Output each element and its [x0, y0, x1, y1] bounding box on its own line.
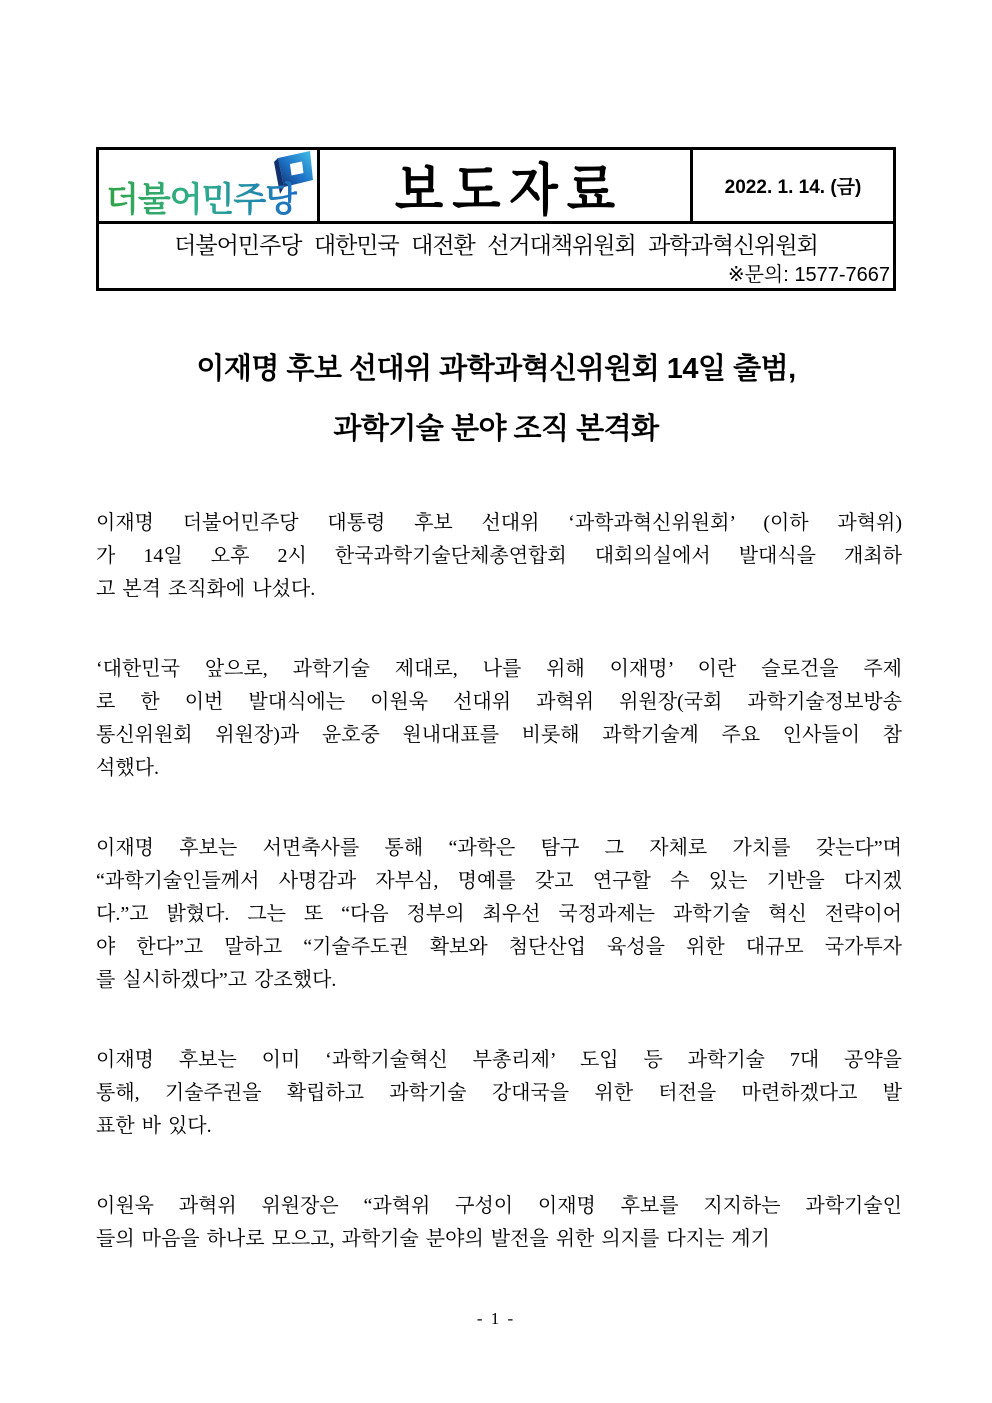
page-title-line-2: 과학기술 분야 조직 본격화 — [333, 413, 659, 445]
body-line: 를 실시하겠다”고 강조했다. — [96, 969, 337, 991]
paragraph — [96, 1190, 902, 1256]
paragraph — [96, 653, 902, 785]
body-line: 이재명 더불어민주당 대통령 후보 선대위 ‘과학과혁신위원회’ (이하 과혁위) — [96, 512, 902, 534]
doc-date: 2022. 1. 14. (금) — [724, 177, 862, 198]
body-line: 통신위원회 위원장)과 윤호중 원내대표를 비롯해 과학기술계 주요 인사들이 참 — [96, 724, 902, 746]
body-line: 이원욱 과혁위 위원장은 “과혁위 구성이 이재명 후보를 지지하는 과학기술인 — [96, 1195, 902, 1217]
body-line: 석했다. — [96, 757, 159, 779]
body-line: 표한 바 있다. — [96, 1115, 212, 1137]
doc-date-cell — [693, 150, 893, 221]
header-bottom-row — [99, 227, 893, 291]
paragraph — [96, 1044, 902, 1143]
committee-name-line: 더불어민주당 대한민국 대전환 선거대책위원회 과학과혁신위원회 — [174, 232, 818, 258]
body-line: 야 한다”고 말하고 “기술주도권 확보와 첨단산업 육성을 위한 대규모 국가투자 — [96, 936, 902, 958]
body-line: 통해, 기술주권을 확립하고 과학기술 강대국을 위한 터전을 마련하겠다고 발 — [96, 1082, 902, 1104]
contact-line: ※문의: 1577-7667 — [727, 264, 890, 286]
header-box — [96, 147, 896, 291]
body-line: 이재명 후보는 이미 ‘과학기술혁신 부총리제’ 도입 등 과학기술 7대 공약을 — [96, 1049, 902, 1071]
doc-type-cell — [320, 150, 693, 221]
page-number: - 1 - — [476, 1309, 516, 1328]
doc-type-label: 보도자료 — [394, 158, 625, 221]
body-line: 들의 마음을 하나로 모으고, 과학기술 분야의 발전을 위한 의지를 다지는 계기 — [96, 1228, 770, 1250]
body-line: 고 본격 조직화에 나섰다. — [96, 578, 316, 600]
paragraph — [96, 507, 902, 606]
body-line: ‘대한민국 앞으로, 과학기술 제대로, 나를 위해 이재명’ 이란 슬로건을 주제 — [96, 658, 902, 680]
body-line: 가 14일 오후 2시 한국과학기술단체총연합회 대회의실에서 발대식을 개최하 — [96, 545, 902, 567]
body-line: 다.”고 밝혔다. 그는 또 “다음 정부의 최우선 국정과제는 과학기술 혁신 전략이어 — [96, 903, 902, 925]
party-logo — [99, 150, 320, 221]
article-body — [96, 507, 902, 1256]
page-title-line-1: 이재명 후보 선대위 과학과혁신위원회 14일 출범, — [196, 353, 796, 385]
body-line: 로 한 이번 발대식에는 이원욱 선대위 과혁위 위원장(국회 과학기술정보방송 — [96, 691, 902, 713]
header-top-row — [99, 150, 893, 224]
page-title — [96, 339, 896, 459]
body-line: “과학기술인들께서 사명감과 자부심, 명예를 갖고 연구할 수 있는 기반을 다지겠 — [96, 870, 902, 892]
party-logo-text: 더불어민주당 — [106, 172, 297, 221]
body-line: 이재명 후보는 서면축사를 통해 “과학은 탐구 그 자체로 가치를 갖는다”며 — [96, 837, 902, 859]
paragraph — [96, 832, 902, 997]
